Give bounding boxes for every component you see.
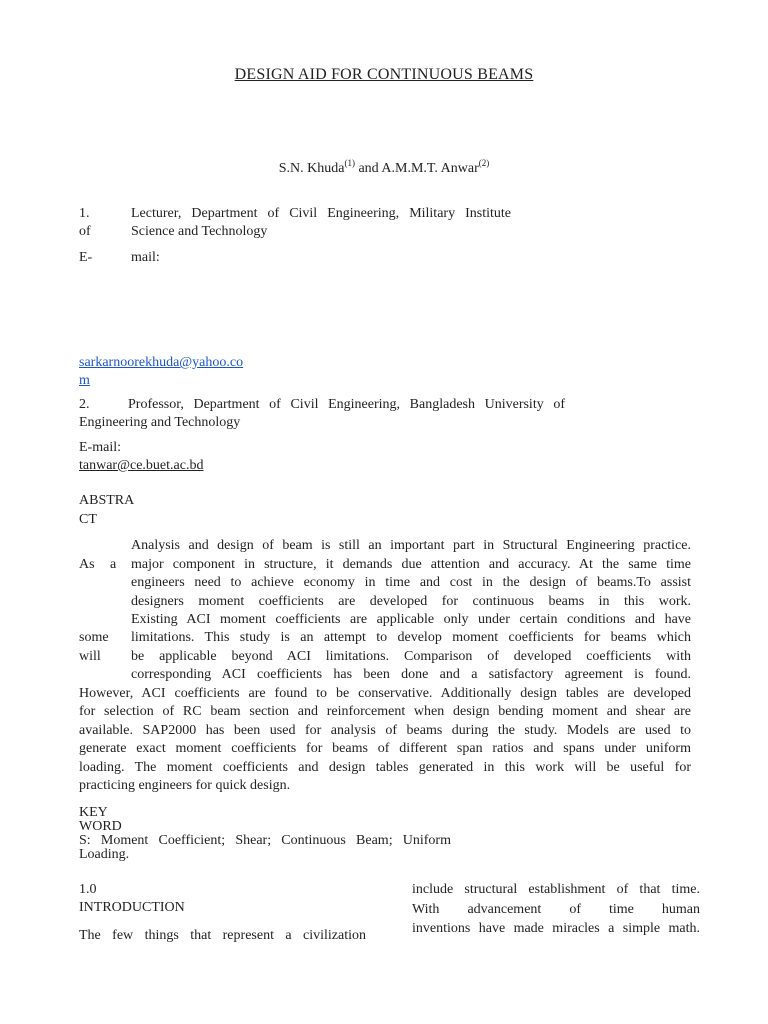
abstract-margin-word: As xyxy=(79,557,95,572)
intro-right-line: With advancement of time human xyxy=(412,902,700,917)
author-name-2: and A.M.M.T. Anwar xyxy=(358,161,479,176)
abstract-line: available. SAP2000 has been used for analysis of beams during the study. Models are used to xyxy=(79,723,691,738)
affiliation-1-email-link-continued[interactable]: m xyxy=(79,373,90,388)
abstract-heading: ABSTRA xyxy=(79,493,135,508)
abstract-line: major component in structure, it demands due attention and accuracy. At the same time xyxy=(131,557,691,572)
affiliation-1-number: 1. xyxy=(79,206,90,221)
affiliation-2-line-2: Engineering and Technology xyxy=(79,415,241,430)
abstract-heading-continued: CT xyxy=(79,512,97,527)
affiliation-2-email-label: E-mail: xyxy=(79,440,121,455)
affiliation-1-line-2: Science and Technology xyxy=(131,224,268,239)
abstract-line: for selection of RC beam section and reinforcement when design bending moment and shear are xyxy=(79,704,691,719)
affiliation-2-email-link[interactable]: tanwar@ce.buet.ac.bd xyxy=(79,458,204,473)
keywords-list: S: Moment Coefficient; Shear; Continuous Beam; Uniform xyxy=(79,833,451,848)
affiliation-1-continuation: of xyxy=(79,224,91,239)
keywords-heading-continued: WORD xyxy=(79,819,122,834)
author-line xyxy=(0,160,768,178)
affiliation-1-email-prefix: E- xyxy=(79,250,93,265)
abstract-line: limitations. This study is an attempt to develop moment coefficients for beams which xyxy=(131,630,691,645)
abstract-margin-word: a xyxy=(110,557,117,572)
abstract-line: practicing engineers for quick design. xyxy=(79,778,291,793)
abstract-line: Existing ACI moment coefficients are applicable only under certain conditions and have xyxy=(131,612,691,627)
abstract-line: loading. The moment coefficients and design tables generated in this work will be useful for xyxy=(79,760,691,775)
author-affiliation-mark-2: (2) xyxy=(478,158,490,168)
intro-left-text: The few things that represent a civilization xyxy=(79,928,366,943)
author-name-1: S.N. Khuda xyxy=(278,161,345,176)
abstract-line: corresponding ACI coefficients has been done and a satisfactory agreement is found. xyxy=(131,667,691,682)
abstract-line: However, ACI coefficients are found to be conservative. Additionally design tables are developed xyxy=(79,686,691,701)
abstract-margin-word: will xyxy=(79,649,101,664)
abstract-line: be applicable beyond ACI limitations. Comparison of developed coefficients with xyxy=(131,649,691,664)
section-heading: INTRODUCTION xyxy=(79,900,185,915)
abstract-margin-word: some xyxy=(79,630,109,645)
intro-right-line: include structural establishment of that time. xyxy=(412,882,700,897)
section-number: 1.0 xyxy=(79,882,97,897)
paper-title: DESIGN AID FOR CONTINUOUS BEAMS xyxy=(234,66,534,83)
author-affiliation-mark-1: (1) xyxy=(344,158,355,168)
keywords-heading: KEY xyxy=(79,805,108,820)
intro-right-line: inventions have made miracles a simple math. xyxy=(412,921,700,936)
affiliation-2-line-1: 2. Professor, Department of Civil Engineering, Bangladesh University of xyxy=(79,397,565,412)
abstract-line: Analysis and design of beam is still an important part in Structural Engineering practice. xyxy=(131,538,691,553)
abstract-line: engineers need to achieve economy in time and cost in the design of beams.To assist xyxy=(131,575,691,590)
affiliation-1-email-link[interactable]: sarkarnoorekhuda@yahoo.co xyxy=(79,355,244,370)
affiliation-1-line-1: Lecturer, Department of Civil Engineering, Military Institute xyxy=(131,206,511,221)
abstract-line: designers moment coefficients are developed for continuous beams in this work. xyxy=(131,594,691,609)
affiliation-1-email-label: mail: xyxy=(131,250,160,265)
abstract-line: generate exact moment coefficients for beams of different span ratios and spans under uniform xyxy=(79,741,691,756)
keywords-list-continued: Loading. xyxy=(79,847,130,862)
